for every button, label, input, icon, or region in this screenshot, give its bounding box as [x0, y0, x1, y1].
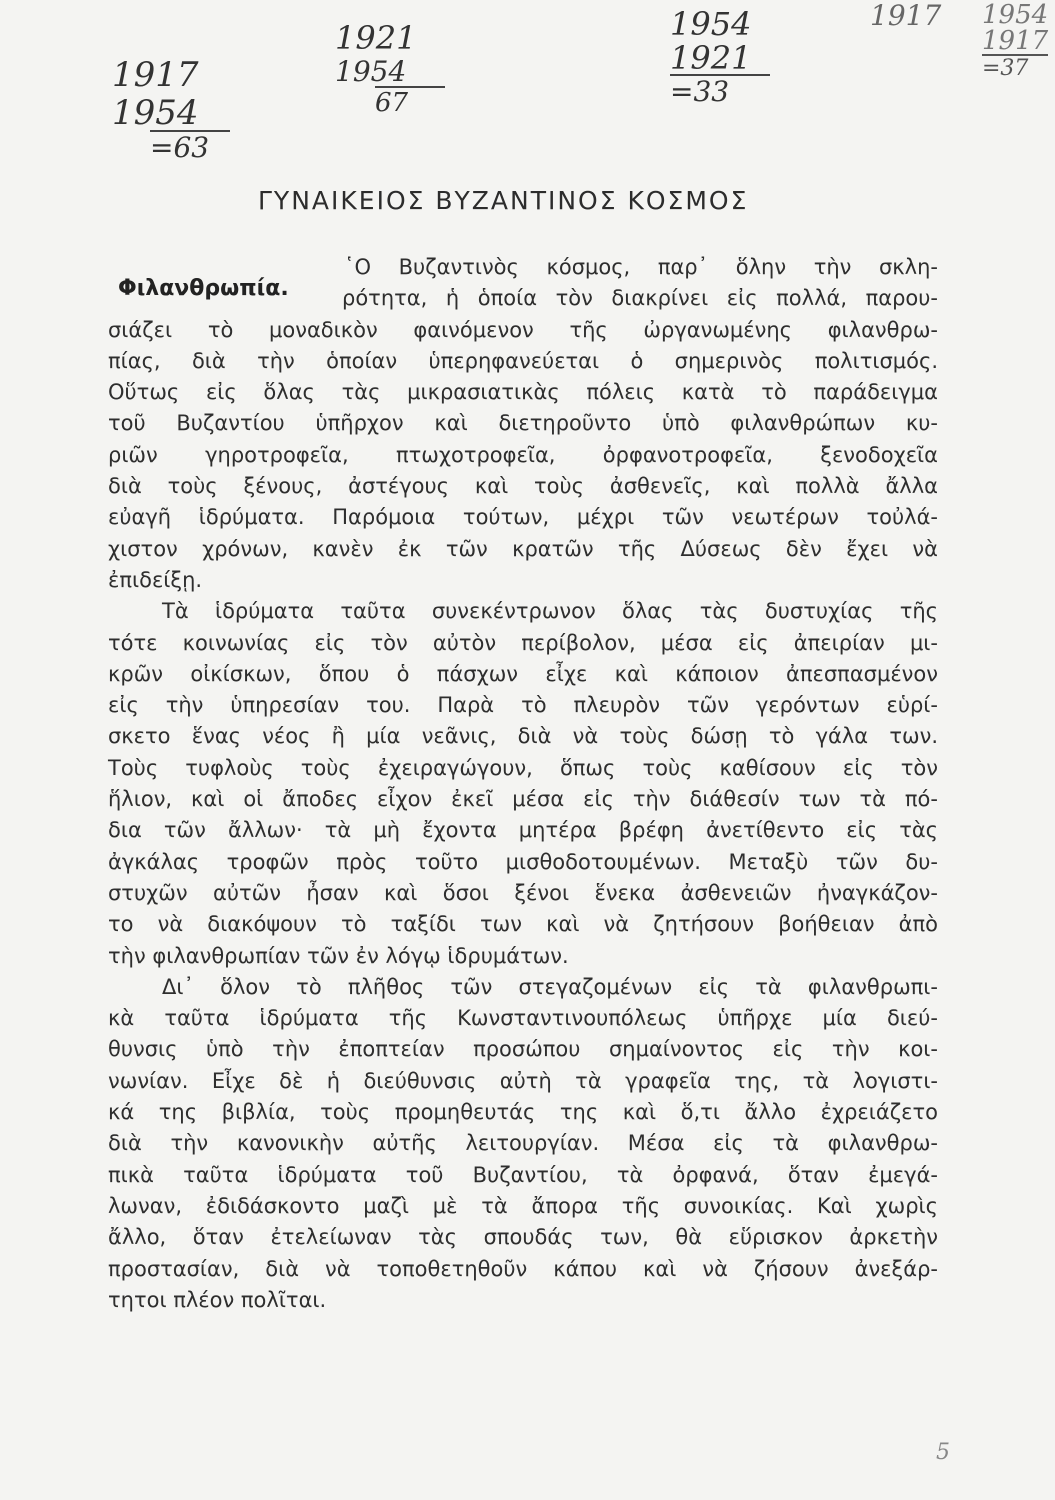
- text-line: ρότητα, ἡ ὁποία τὸν διακρίνει εἰς πολλά, παρου-: [342, 286, 938, 311]
- text-line: τητοι πλέον πολῖται.: [108, 1287, 327, 1312]
- handwritten-note-2: 1921 1954 67: [335, 22, 445, 116]
- text-line: χιστον χρόνων, κανὲν ἐκ τῶν κρατῶν τῆς Δύσεως δὲν ἔχει νὰ: [108, 536, 938, 561]
- handwritten-note-5: 1954 1917 =37: [982, 0, 1049, 81]
- page-title: ΓΥΝΑΙΚΕΙΟΣ ΒΥΖΑΝΤΙΝΟΣ ΚΟΣΜΟΣ: [258, 186, 749, 215]
- side-heading: Φιλανθρωπία.: [118, 276, 289, 301]
- text-line: Τοὺς τυφλοὺς τοὺς ἐχειραγώγουν, ὅπως τοὺς καθίσουν εἰς τὸν: [108, 755, 938, 780]
- text-line: τὴν φιλανθρωπίαν τῶν ἐν λόγῳ ἱδρυμάτων.: [108, 943, 569, 968]
- text-line: κρῶν οἰκίσκων, ὅπου ὁ πάσχων εἶχε καὶ κάποιον ἀπεσπασμένον: [108, 661, 938, 686]
- body-text: [108, 252, 938, 1316]
- text-line: τοῦ Βυζαντίου ὑπῆρχον καὶ διετηροῦντο ὑπὸ φιλανθρώπων κυ-: [108, 411, 938, 436]
- text-line: προστασίαν, διὰ νὰ τοποθετηθοῦν κάπου καὶ νὰ ζήσουν ἀνεξάρ-: [108, 1256, 938, 1281]
- page-number: 5: [936, 1440, 950, 1465]
- text-line: κὰ ταῦτα ἱδρύματα τῆς Κωνσταντινουπόλεως ὑπῆρχε μία διεύ-: [108, 1006, 938, 1031]
- text-line: διὰ τοὺς ξένους, ἀστέγους καὶ τοὺς ἀσθενεῖς, καὶ πολλὰ ἄλλα: [108, 474, 938, 499]
- text-line: νωνίαν. Εἶχε δὲ ἡ διεύθυνσις αὐτὴ τὰ γραφεῖα της, τὰ λογιστι-: [108, 1068, 938, 1093]
- text-line: εἰς τὴν ὑπηρεσίαν του. Παρὰ τὸ πλευρὸν τῶν γερόντων εὑρί-: [108, 693, 938, 718]
- text-line: ριῶν γηροτροφεῖα, πτωχοτροφεῖα, ὀρφανοτροφεῖα, ξενοδοχεῖα: [108, 442, 938, 467]
- text-line: Δι᾽ ὅλον τὸ πλῆθος τῶν στεγαζομένων εἰς τὰ φιλανθρωπι-: [162, 974, 938, 999]
- text-line: κά της βιβλία, τοὺς προμηθευτάς της καὶ ὅ,τι ἄλλο ἐχρειάζετο: [108, 1100, 938, 1125]
- text-line: Τὰ ἱδρύματα ταῦτα συνεκέντρωνον ὅλας τὰς δυστυχίας τῆς: [162, 599, 938, 624]
- text-line: ἐπιδείξῃ.: [108, 567, 203, 592]
- text-line: στυχῶν αὐτῶν ἦσαν καὶ ὅσοι ξένοι ἕνεκα ἀσθενειῶν ἠναγκάζον-: [108, 880, 938, 905]
- handwritten-note-1: 1917 1954 =63: [112, 58, 230, 162]
- text-line: εὐαγῆ ἱδρύματα. Παρόμοια τούτων, μέχρι τῶν νεωτέρων τοὐλά-: [108, 505, 938, 530]
- text-line: πικὰ ταῦτα ἱδρύματα τοῦ Βυζαντίου, τὰ ὀρφανά, ὅταν ἐμεγά-: [108, 1162, 938, 1187]
- text-line: διὰ τὴν κανονικὴν αὐτῆς λειτουργίαν. Μέσα εἰς τὰ φιλανθρω-: [108, 1131, 938, 1156]
- handwritten-note-4: 1917: [870, 0, 942, 32]
- text-line: λωναν, ἐδιδάσκοντο μαζὶ μὲ τὰ ἄπορα τῆς συνοικίας. Καὶ χωρὶς: [108, 1193, 938, 1218]
- text-line: ἄλλο, ὅταν ἐτελείωναν τὰς σπουδάς των, θὰ εὕρισκον ἀρκετὴν: [108, 1225, 938, 1250]
- text-line: ἀγκάλας τροφῶν πρὸς τοῦτο μισθοδοτουμένων. Μεταξὺ τῶν δυ-: [108, 849, 938, 874]
- text-line: το νὰ διακόψουν τὸ ταξίδι των καὶ νὰ ζητήσουν βοήθειαν ἀπὸ: [108, 912, 938, 937]
- text-line: πίας, διὰ τὴν ὁποίαν ὑπερηφανεύεται ὁ σημερινὸς πολιτισμός.: [108, 348, 938, 373]
- handwritten-note-3: 1954 1921 =33: [670, 8, 770, 106]
- text-line: ῾Ο Βυζαντινὸς κόσμος, παρ᾽ ὅλην τὴν σκλη-: [344, 255, 938, 279]
- text-line: δια τῶν ἄλλων· τὰ μὴ ἔχοντα μητέρα βρέφη ἀνετίθεντο εἰς τὰς: [108, 818, 938, 843]
- text-line: σκετο ἕνας νέος ἢ μία νεᾶνις, διὰ νὰ τοὺς δώσῃ τὸ γάλα των.: [108, 724, 938, 749]
- text-line: σιάζει τὸ μοναδικὸν φαινόμενον τῆς ὠργανωμένης φιλανθρω-: [108, 317, 938, 342]
- text-line: θυνσις ὑπὸ τὴν ἐποπτείαν προσώπου σημαίνοντος εἰς τὴν κοι-: [108, 1037, 938, 1062]
- text-line: τότε κοινωνίας εἰς τὸν αὐτὸν περίβολον, μέσα εἰς ἀπειρίαν μι-: [108, 630, 938, 655]
- text-line: Οὕτως εἰς ὅλας τὰς μικρασιατικὰς πόλεις κατὰ τὸ παράδειγμα: [108, 380, 938, 405]
- text-line: ἥλιον, καὶ οἱ ἄποδες εἶχον ἐκεῖ μέσα εἰς τὴν διάθεσίν των τὰ πό-: [108, 787, 938, 812]
